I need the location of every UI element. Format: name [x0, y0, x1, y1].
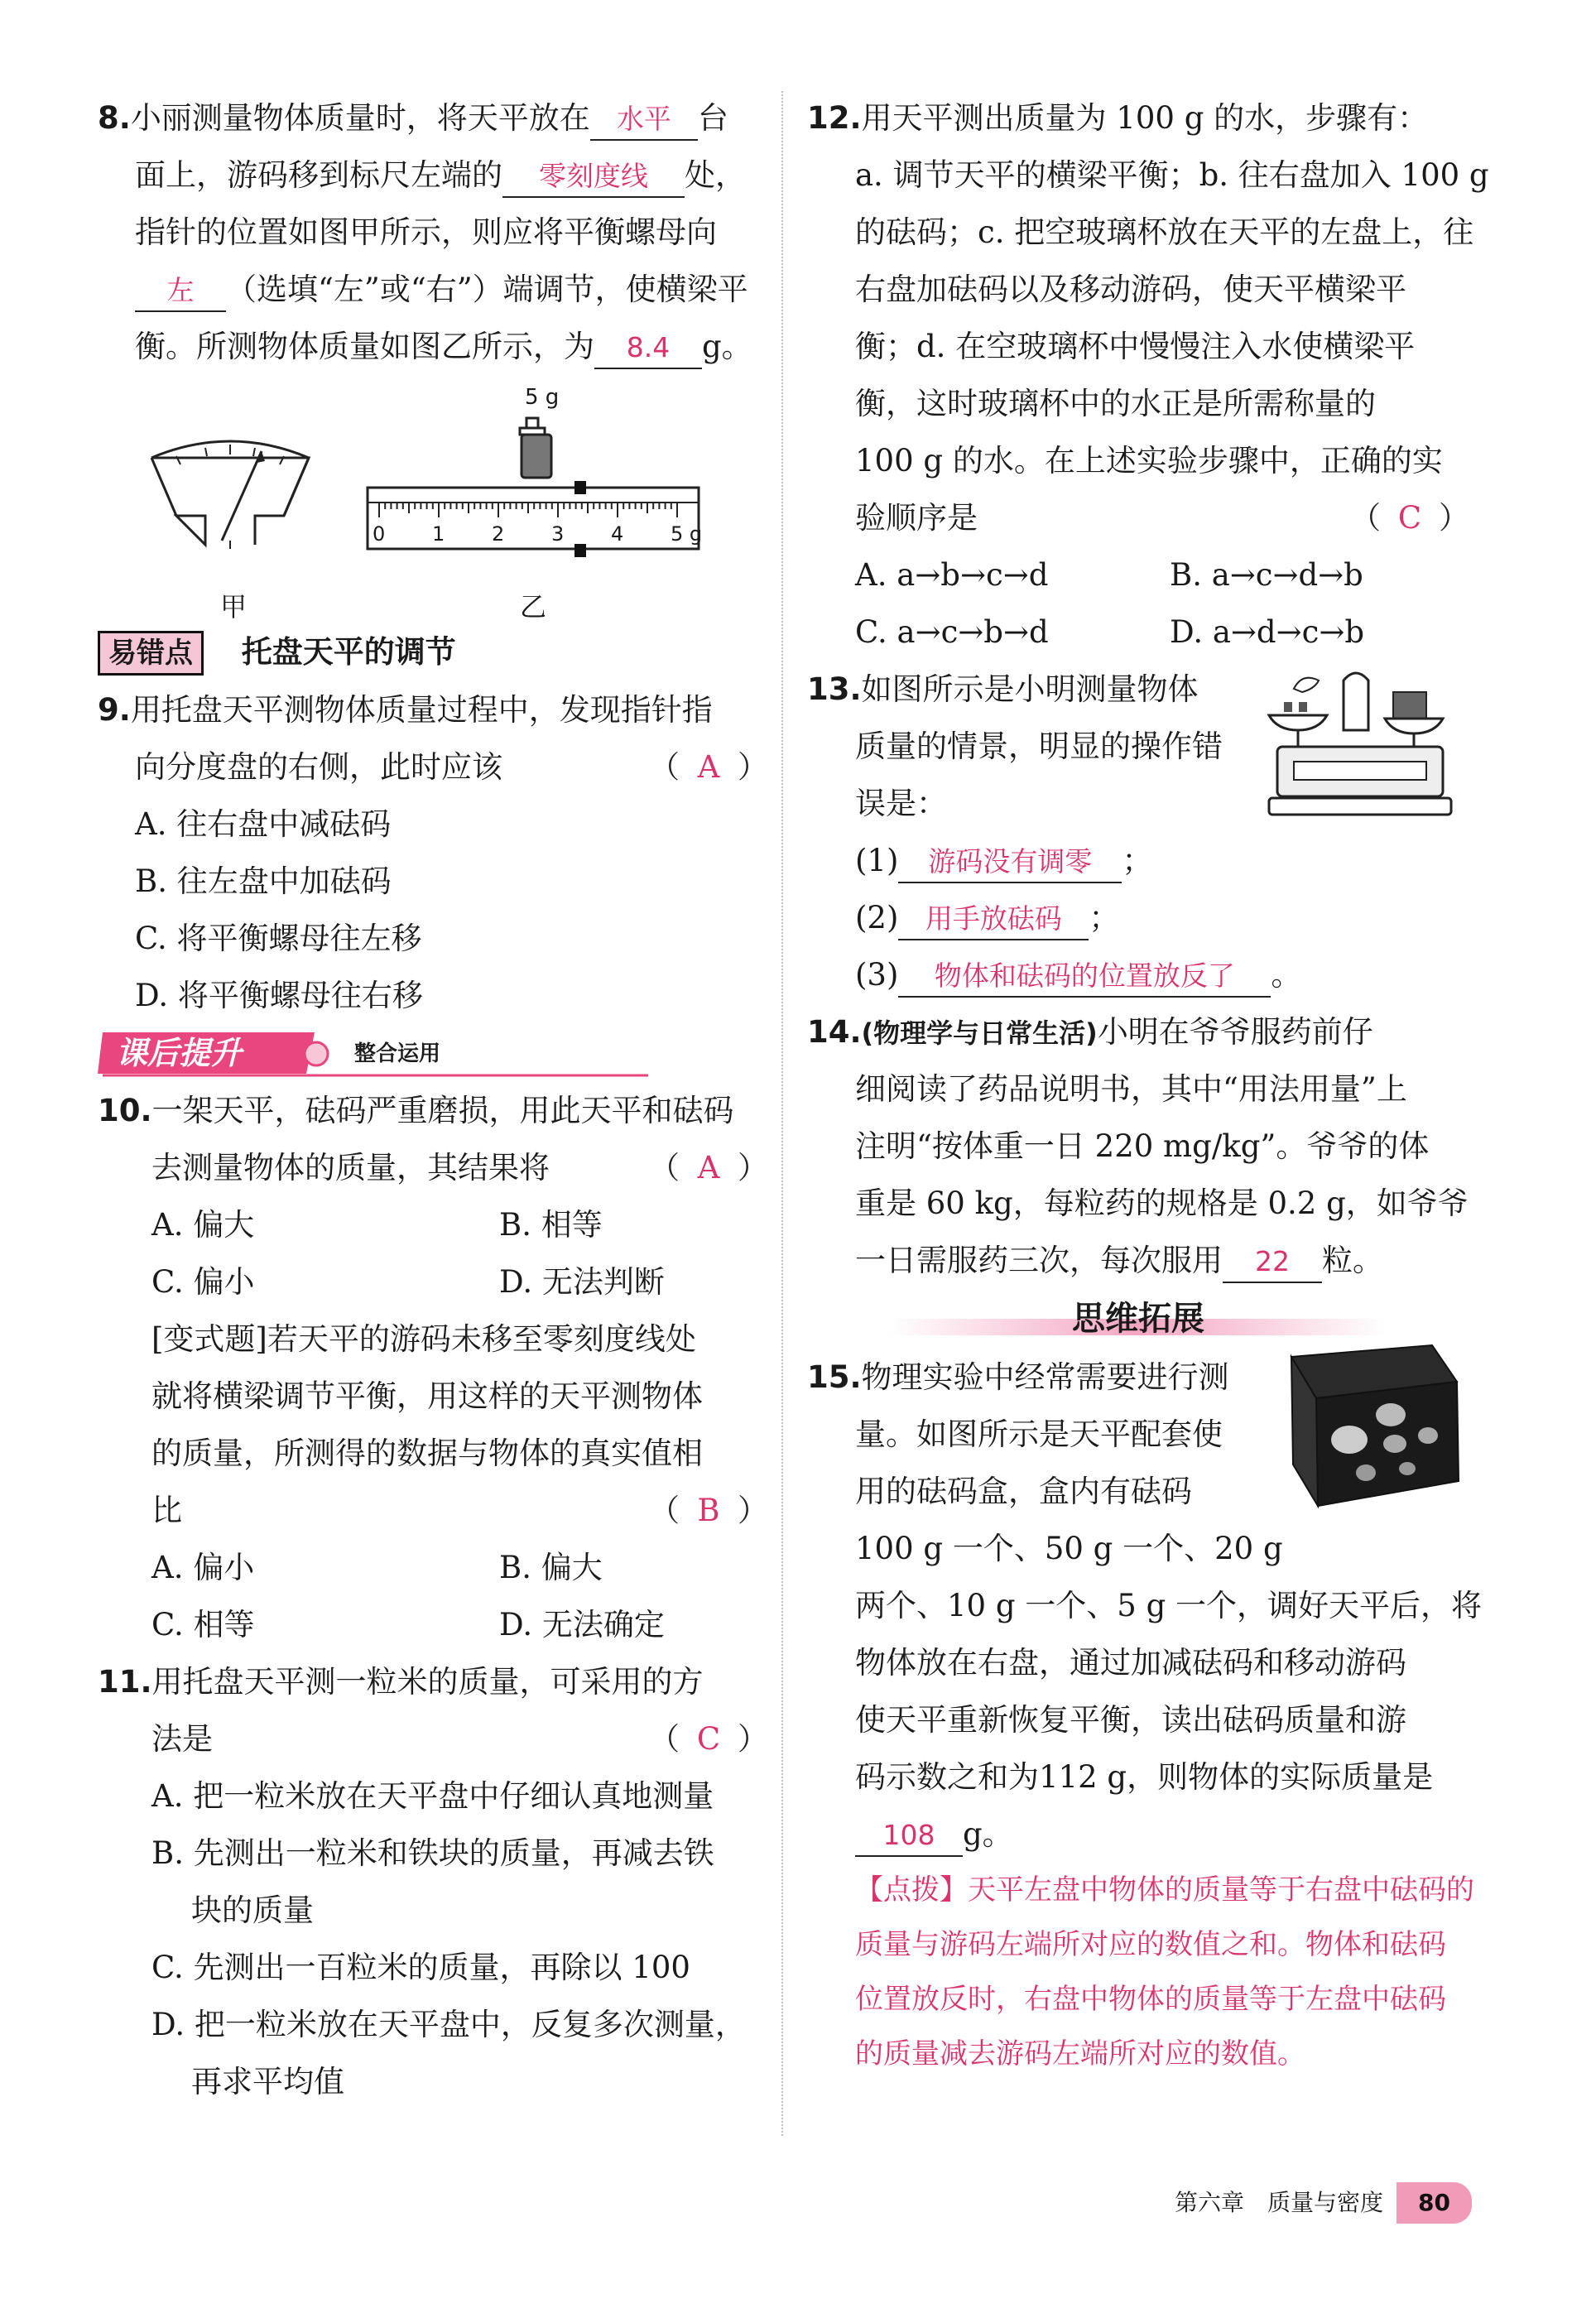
answer-blank: 水平 — [590, 101, 698, 141]
question-13: 13.如图所示是小明测量物体 质量的情景，明显的操作错 误是： (1) 游码没有调零 ； (2) 用手放砝码 ； (3) 物体和砝码的位置放反了 。 — [807, 661, 1469, 1003]
scale-tick-label: 5 g — [671, 522, 703, 546]
answer-blank: 游码没有调零 — [898, 844, 1122, 883]
question-15: 15.物理实验中经常需要进行测 量。如图所示是天平配套使 用的砝码盒，盒内有砝码 100 g 一个、50 g 一个、20 g 两个、10 g 一个、5 g 一个，调好天平后，将 物体放在右盘，通过加减砝码和移动游码 使天平重新恢复平衡，读出砝码质量和游 码示数之和为112 g，则物体的实际质量是 108 g。 【点拨】天平左盘中物体的质量等于右盘中砝码的 质量与游码左端所对应的数值之和。物体和砝码 位置放反时，右盘中物体的质量等于左盘中砝码 的质量减去游码左端所对应的数值。 — [807, 1349, 1469, 2081]
option: B. 先测出一粒米和铁块的质量，再减去铁 — [151, 1835, 714, 1871]
option: D. 将平衡螺母往右移 — [135, 978, 423, 1013]
section-title: 思维拓展 — [1072, 1300, 1204, 1338]
answer-choice: （ C ） — [649, 1721, 768, 1757]
weight-label: 5 g — [525, 385, 560, 410]
banner-subtitle: 整合运用 — [354, 1041, 441, 1066]
scale-tick-label: 3 — [551, 522, 565, 546]
option: D. 无法确定 — [499, 1607, 665, 1642]
answer-blank: 22 — [1223, 1243, 1322, 1283]
variant-question: [变式题]若天平的游码未移至零刻度线处 — [151, 1321, 696, 1357]
dial-figure — [151, 441, 309, 549]
option: C. a→c→b→d — [855, 614, 1049, 650]
option: A. 偏大 — [151, 1207, 255, 1243]
option: B. 偏大 — [499, 1550, 603, 1585]
column-divider — [781, 91, 783, 2136]
question-10: 10.一架天平，砝码严重磨损，用此天平和砝码 去测量物体的质量，其结果将 （ A ） A. 偏大 B. 相等 C. 偏小 D. 无法判断 [变式题]若天平的游码未移至零刻度线处 就将横梁调节平衡，用这样的天平测物体 的质量，所测得的数据与物体的真实值相 比 （ B ） A. 偏小 B. 偏大 C. 相等 D. 无法确定 — [98, 1082, 768, 1653]
figure-label-yi: 乙 — [520, 591, 547, 623]
question-11: 11.用托盘天平测一粒米的质量，可采用的方 法是 （ C ） A. 把一粒米放在天平盘中仔细认真地测量 B. 先测出一粒米和铁块的质量，再减去铁 块的质量 C. 先测出一百粒米的质量，再除以 100 D. 把一粒米放在天平盘中，反复多次测量， 再求平均值 — [98, 1664, 768, 2099]
answer-choice: （ A ） — [649, 1150, 768, 1185]
weight-5g-icon — [520, 418, 551, 478]
question-14: 14.(物理学与日常生活)小明在爷爷服药前仔 细阅读了药品说明书，其中“用法用量”上 注明“按体重一日 220 mg/kg”。爷爷的体 重是 60 kg，每粒药的规格是 0.2 g，如爷爷 一日需服药三次，每次服用 22 粒。 — [807, 1003, 1469, 1289]
option: B. a→c→d→b — [1170, 557, 1363, 593]
option: C. 相等 — [151, 1607, 255, 1642]
option: C. 将平衡螺母往左移 — [135, 921, 422, 956]
left-column — [98, 89, 768, 2110]
option: C. 偏小 — [151, 1264, 255, 1300]
option: B. 相等 — [499, 1207, 603, 1243]
answer-blank: 8.4 — [594, 329, 702, 369]
scale-tick-label: 0 — [373, 522, 386, 546]
topic-tag: (物理学与日常生活) — [861, 1017, 1098, 1049]
page-footer — [1175, 2182, 1472, 2224]
answer-blank: 左 — [135, 272, 226, 312]
figure-area — [98, 375, 768, 623]
scale-tick-label: 2 — [492, 522, 505, 546]
scale-tick-label: 1 — [432, 522, 445, 546]
option: A. 往右盘中减砝码 — [135, 806, 392, 842]
banner-title: 课后提升 — [116, 1035, 243, 1071]
option: A. 偏小 — [151, 1550, 255, 1585]
answer-blank: 零刻度线 — [502, 158, 685, 198]
hint-text: 【点拨】天平左盘中物体的质量等于右盘中砝码的 — [855, 1873, 1474, 1907]
right-column — [807, 89, 1489, 2081]
page-number: 80 — [1396, 2182, 1472, 2224]
section-tag: 易错点 — [98, 631, 204, 676]
answer-blank: 物体和砝码的位置放反了 — [898, 958, 1271, 998]
option: D. 把一粒米放在天平盘中，反复多次测量， — [151, 2007, 746, 2042]
option: B. 往左盘中加砝码 — [135, 863, 392, 899]
answer-choice: （ C ） — [1350, 500, 1469, 536]
question-12: 12.用天平测出质量为 100 g 的水，步骤有： a. 调节天平的横梁平衡；b. 往右盘加入 100 g 的砝码；c. 把空玻璃杯放在天平的左盘上，往 右盘加砝码以及移动游码，使天平横梁平 衡；d. 在空玻璃杯中慢慢注入水使横梁平 衡，这时玻璃杯中的水正是所需称量的 100 g 的水。在上述实验步骤中，正确的实 验顺序是 （ C ） A. a→b→c→d B. a→c→d→b C. a→c→b→d D. a→d→c→b — [807, 89, 1469, 661]
rider-scale — [368, 481, 699, 557]
answer-choice: （ A ） — [649, 749, 768, 785]
question-8: 8.小丽测量物体质量时，将天平放在 水平 台 面上，游码移到标尺左端的 零刻度线 处， 指针的位置如图甲所示，则应将平衡螺母向 左 （选填“左”或“右”）端调节，使横梁平 衡。所测物体质量如图乙所示，为 8.4 g。 5 g 0 1 2 3 4 5 g 甲 乙 — [98, 89, 768, 623]
answer-choice: （ B ） — [649, 1493, 768, 1528]
question-9: 9.用托盘天平测物体质量过程中，发现指针指 向分度盘的右侧，此时应该 （ A ） A. 往右盘中减砝码 B. 往左盘中加砝码 C. 将平衡螺母往左移 D. 将平衡螺母往右移 — [98, 681, 768, 1024]
section-easy-mistake — [98, 623, 768, 681]
answer-blank: 用手放砝码 — [898, 901, 1089, 940]
scale-tick-label: 4 — [611, 522, 624, 546]
option: A. 把一粒米放在天平盘中仔细认真地测量 — [151, 1778, 714, 1814]
balance-figures — [98, 375, 768, 623]
chapter-title: 第六章 质量与密度 — [1175, 2189, 1384, 2216]
option: D. 无法判断 — [499, 1264, 665, 1300]
answer-blank: 108 — [855, 1817, 963, 1857]
section-title: 托盘天平的调节 — [241, 634, 456, 670]
option: C. 先测出一百粒米的质量，再除以 100 — [151, 1950, 690, 1985]
figure-label-jia: 甲 — [220, 591, 248, 623]
option: A. a→b→c→d — [855, 557, 1049, 593]
option: D. a→d→c→b — [1170, 614, 1365, 650]
banner-after-class — [98, 1024, 768, 1082]
